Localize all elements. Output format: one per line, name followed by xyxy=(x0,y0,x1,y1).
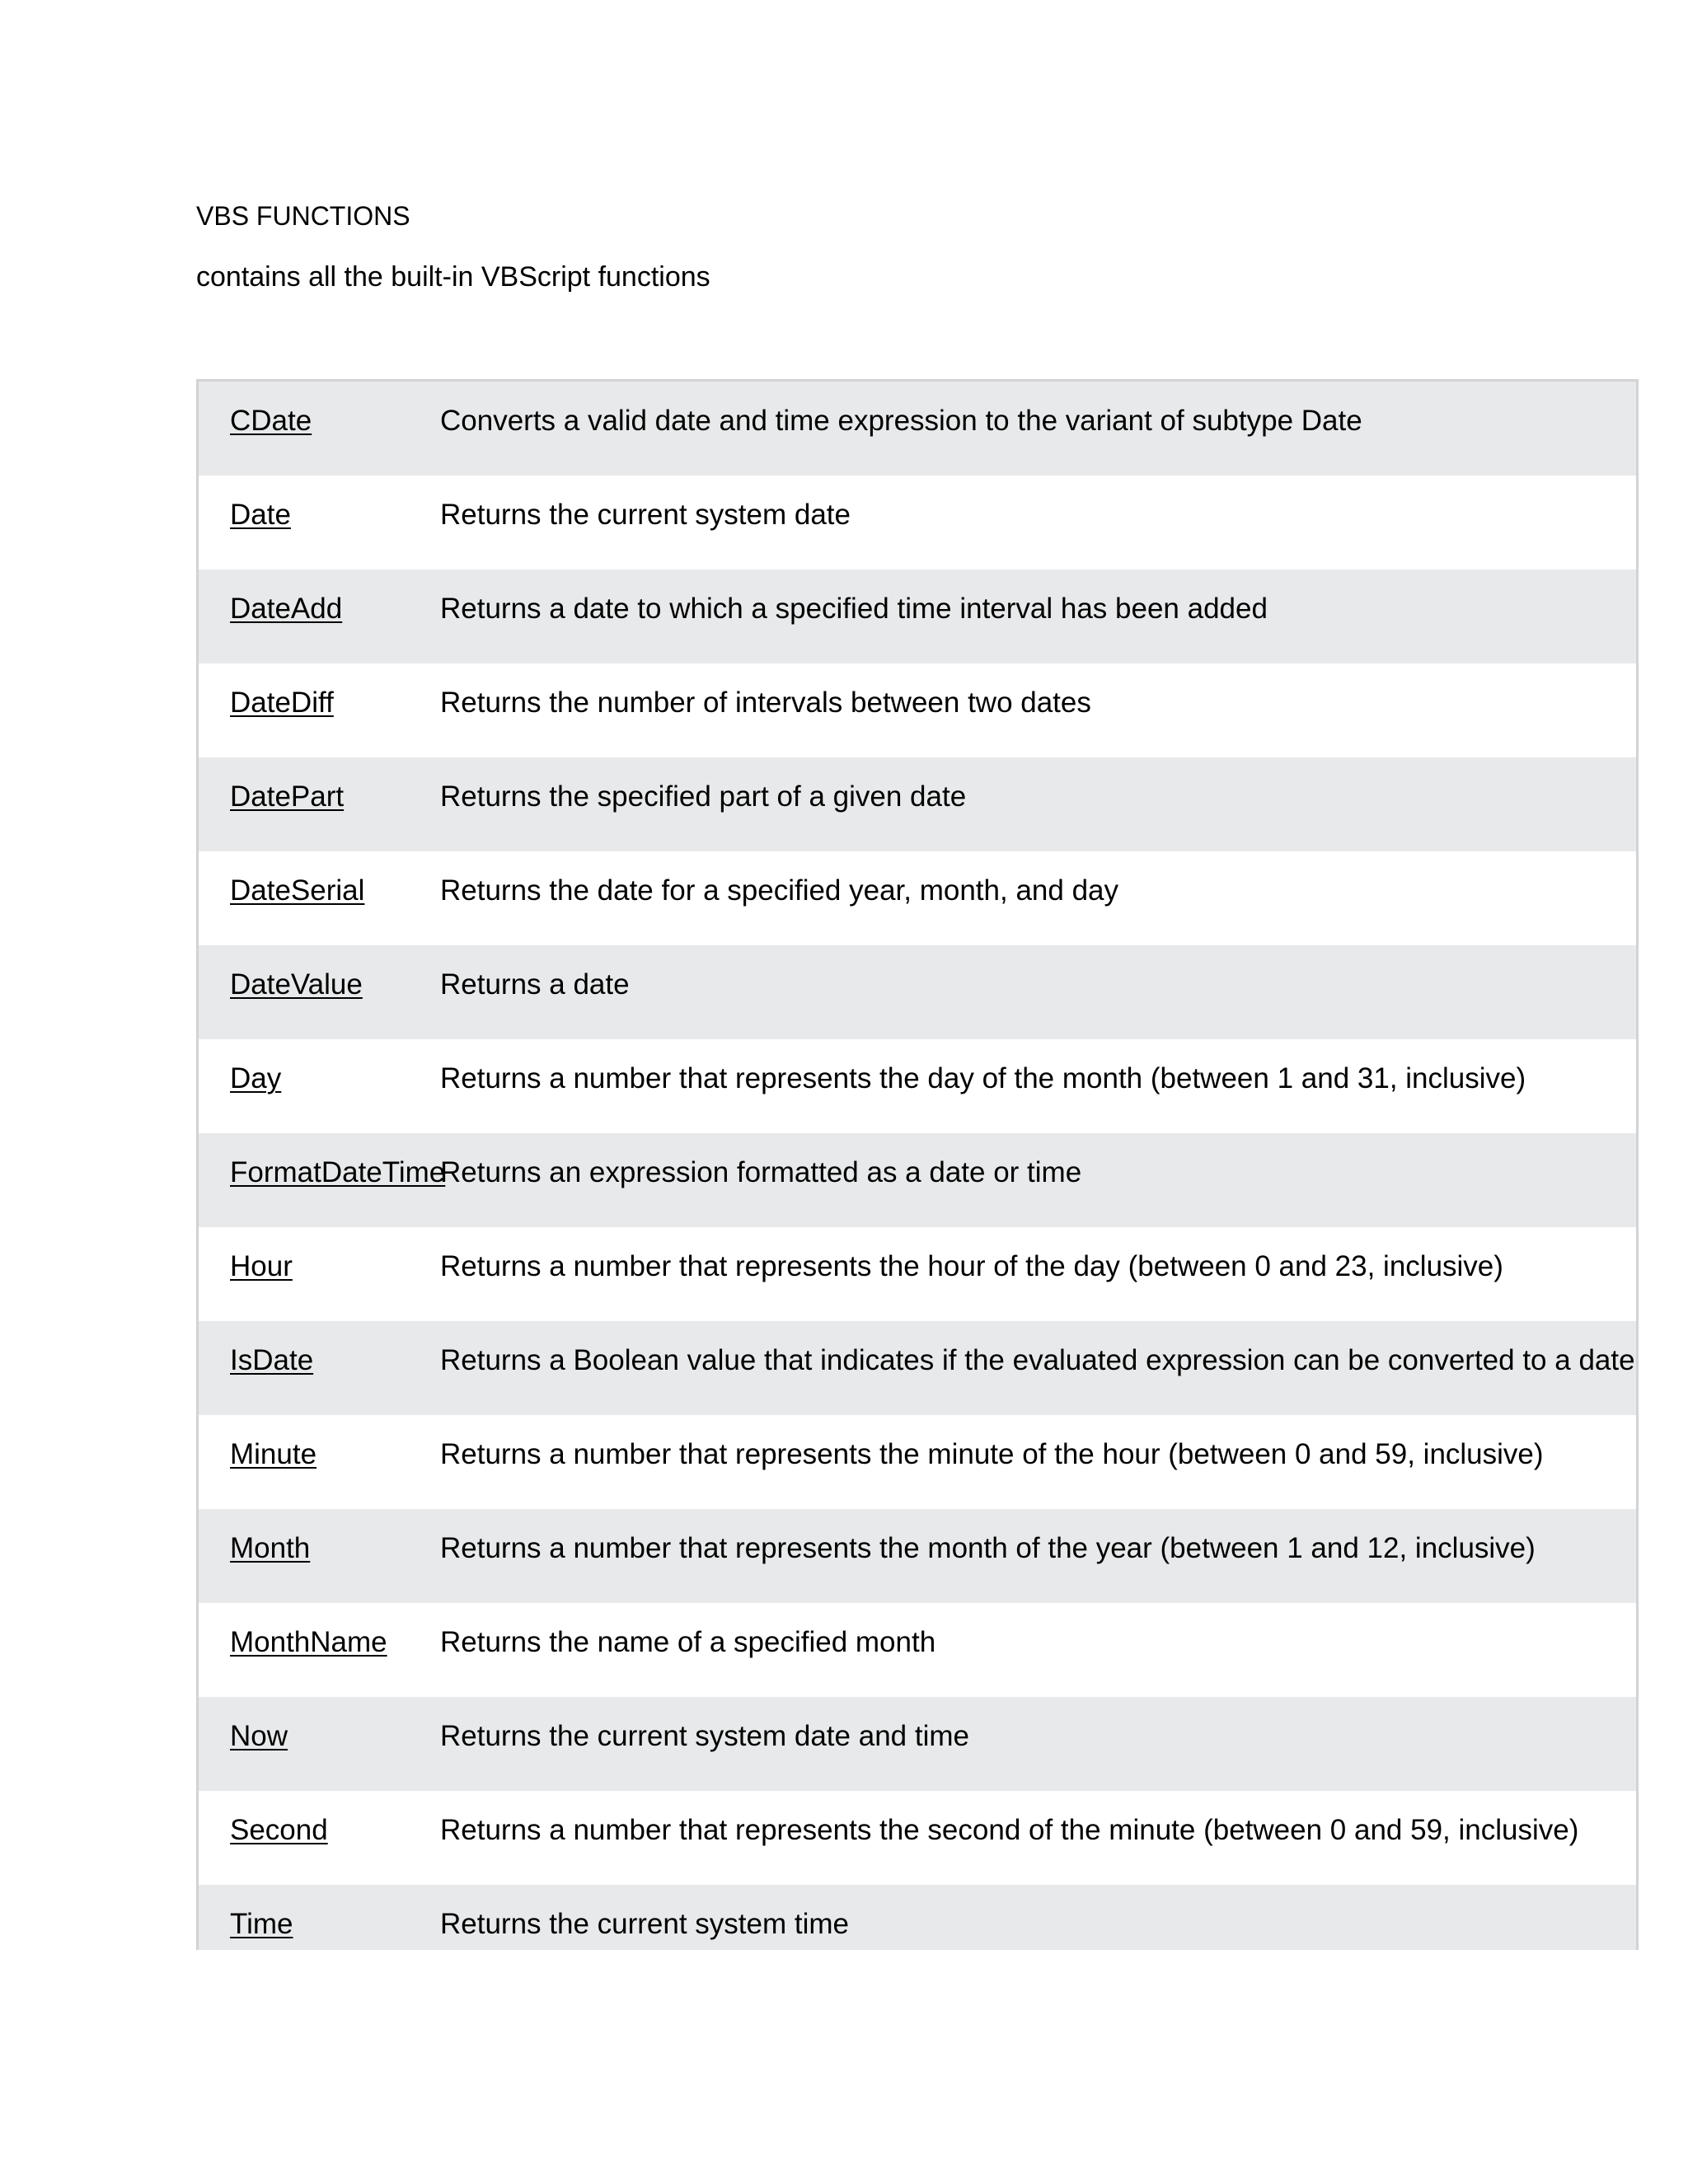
table-row xyxy=(199,945,1636,1039)
function-name-cell xyxy=(199,851,440,945)
function-name-cell xyxy=(199,1603,440,1697)
table-row xyxy=(199,1603,1636,1697)
function-name-cell xyxy=(199,1885,440,1950)
page-subtitle: contains all the built-in VBScript functions xyxy=(196,261,710,293)
function-name-cell xyxy=(199,945,440,1039)
functions-table-container xyxy=(196,379,1639,1950)
functions-table xyxy=(199,382,1636,1950)
function-link[interactable]: Now xyxy=(230,1720,288,1752)
page-title: VBS FUNCTIONS xyxy=(196,201,410,231)
function-link[interactable]: FormatDateTime xyxy=(230,1156,446,1188)
function-link[interactable]: Minute xyxy=(230,1438,317,1470)
table-row xyxy=(199,663,1636,757)
function-link[interactable]: DateValue xyxy=(230,968,363,1001)
function-link[interactable]: Second xyxy=(230,1814,328,1846)
function-link[interactable]: DateDiff xyxy=(230,687,334,719)
table-row xyxy=(199,1791,1636,1885)
function-link[interactable]: CDate xyxy=(230,405,312,437)
function-description: Returns a date to which a specified time interval has been added xyxy=(440,593,1268,625)
table-row xyxy=(199,382,1636,476)
function-name-cell xyxy=(199,1321,440,1415)
function-name-cell xyxy=(199,663,440,757)
function-description: Returns a number that represents the minute of the hour (between 0 and 59, inclusive) xyxy=(440,1438,1544,1470)
function-name-cell xyxy=(199,1039,440,1133)
function-link[interactable]: DateAdd xyxy=(230,593,343,625)
function-description: Returns an expression formatted as a date or time xyxy=(440,1156,1082,1188)
function-link[interactable]: IsDate xyxy=(230,1344,314,1376)
function-link[interactable]: Month xyxy=(230,1532,311,1564)
table-row xyxy=(199,1509,1636,1603)
function-name-cell xyxy=(199,1227,440,1321)
function-link[interactable]: Day xyxy=(230,1062,282,1094)
table-row xyxy=(199,569,1636,663)
function-name-cell xyxy=(199,1415,440,1509)
function-description: Returns the number of intervals between two dates xyxy=(440,687,1091,719)
function-name-cell xyxy=(199,1697,440,1791)
function-link[interactable]: Date xyxy=(230,499,291,531)
function-name-cell xyxy=(199,757,440,851)
function-description: Returns the specified part of a given date xyxy=(440,780,967,813)
table-row xyxy=(199,1697,1636,1791)
function-description: Returns a number that represents the hour of the day (between 0 and 23, inclusive) xyxy=(440,1250,1503,1282)
function-name-cell xyxy=(199,1791,440,1885)
function-name-cell xyxy=(199,1133,446,1227)
functions-table-body xyxy=(199,382,1636,1950)
table-row xyxy=(199,1415,1636,1509)
function-link[interactable]: Time xyxy=(230,1908,293,1940)
function-description: Returns a date xyxy=(440,968,630,1001)
function-name-cell xyxy=(199,382,440,476)
table-row xyxy=(199,1321,1636,1415)
function-link[interactable]: DatePart xyxy=(230,780,345,813)
table-row xyxy=(199,757,1636,851)
function-link[interactable]: Hour xyxy=(230,1250,293,1282)
function-description: Returns a Boolean value that indicates if the evaluated expression can be converted to a date xyxy=(440,1344,1635,1376)
function-description: Returns a number that represents the day of the month (between 1 and 31, inclusive) xyxy=(440,1062,1526,1094)
function-link[interactable]: DateSerial xyxy=(230,874,365,907)
function-description: Returns the current system date xyxy=(440,499,851,531)
function-description: Returns the current system time xyxy=(440,1908,849,1940)
function-name-cell xyxy=(199,476,440,569)
function-description: Returns a number that represents the month of the year (between 1 and 12, inclusive) xyxy=(440,1532,1536,1564)
function-link[interactable]: MonthName xyxy=(230,1626,387,1658)
table-row xyxy=(199,1227,1636,1321)
table-row xyxy=(199,851,1636,945)
function-name-cell xyxy=(199,569,440,663)
function-name-cell xyxy=(199,1509,440,1603)
table-row xyxy=(199,1885,1636,1950)
function-description: Returns the name of a specified month xyxy=(440,1626,936,1658)
table-row xyxy=(199,476,1636,569)
table-row xyxy=(199,1039,1636,1133)
function-description: Converts a valid date and time expression to the variant of subtype Date xyxy=(440,405,1362,437)
table-row xyxy=(199,1133,1636,1227)
function-description: Returns the current system date and time xyxy=(440,1720,969,1752)
function-description: Returns the date for a specified year, month, and day xyxy=(440,874,1118,907)
function-description: Returns a number that represents the second of the minute (between 0 and 59, inclusive) xyxy=(440,1814,1579,1846)
